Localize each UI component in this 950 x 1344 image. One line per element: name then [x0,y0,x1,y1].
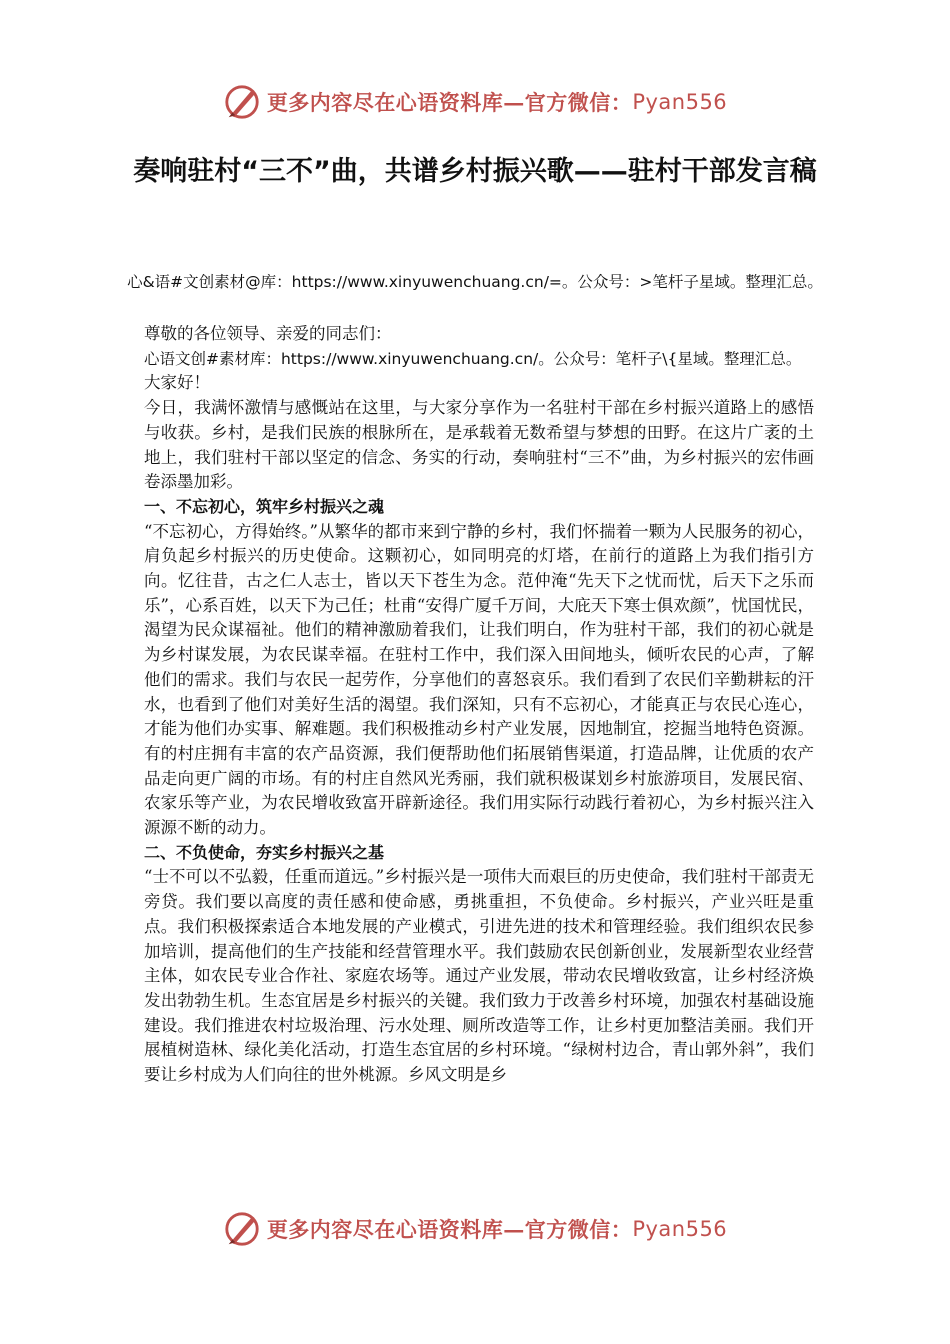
section-paragraph-2: “士不可以不弘毅，任重而道远。”乡村振兴是一项伟大而艰巨的历史使命，我们驻村干部责无旁贷。我们要以高度的责任感和使命感，勇挑重担，不负使命。乡村振兴，产业兴旺是重点。我们积极探索适合本地发展的产业模式，引进先进的技术和管理经验。我们组织农民参加培训，提高他们的生产技能和经营管理水平。我们鼓励农民创新创业，发展新型农业经营主体，如农民专业合作社、家庭农场等。通过产业发展，带动农民增收致富，让乡村经济焕发出勃勃生机。生态宜居是乡村振兴的关键。我们致力于改善乡村环境，加强农村基础设施建设。我们推进农村垃圾治理、污水处理、厕所改造等工作，让乡村更加整洁美丽。我们开展植树造林、绿化美化活动，打造生态宜居的乡村环境。“绿树村边合，青山郭外斜”，我们要让乡村成为人们向往的世外桃源。乡风文明是乡 [144,867,814,1085]
source-note: 心&语#文创素材@库：https://www.xinyuwenchuang.cn/=。公众号：>笔杆子星域。整理汇总。 [127,273,823,291]
banner-text: 更多内容尽在心语资料库—官方微信： [266,90,633,115]
footer-banner [0,1209,950,1249]
intro-paragraph: 今日，我满怀激情与感慨站在这里，与大家分享作为一名驻村干部在乡村振兴道路上的感悟与收获。乡村，是我们民族的根脉所在，是承载着无数希望与梦想的田野。在这片广袤的土地上，我们驻村干部以坚定的信念、务实的行动，奏响驻村“三不”曲，为乡村振兴的宏伟画卷添墨加彩。 [144,398,814,492]
document-title: 奏响驻村“三不”曲，共谱乡村振兴歌——驻村干部发言稿 [133,156,817,187]
banner-text: 更多内容尽在心语资料库—官方微信： [266,1217,633,1242]
section-paragraph-1: “不忘初心，方得始终。”从繁华的都市来到宁静的乡村，我们怀揣着一颗为人民服务的初心，肩负起乡村振兴的历史使命。这颗初心，如同明亮的灯塔，在前行的道路上为我们指引方向。忆往昔，古之仁人志士，皆以天下苍生为念。范仲淹“先天下之忧而忧，后天下之乐而乐”，心系百姓，以天下为己任；杜甫“安得广厦千万间，大庇天下寒士俱欢颜”，忧国忧民，渴望为民众谋福祉。他们的精神激励着我们，让我们明白，作为驻村干部，我们的初心就是为乡村谋发展，为农民谋幸福。在驻村工作中，我们深入田间地头，倾听农民的心声，了解他们的需求。我们与农民一起劳作，分享他们的喜怒哀乐。我们看到了农民们辛勤耕耘的汗水，也看到了他们对美好生活的渴望。我们深知，只有不忘初心，才能真正与农民心连心，才能为他们办实事、解难题。我们积极推动乡村产业发展，因地制宜，挖掘当地特色资源。有的村庄拥有丰富的农产品资源，我们便帮助他们拓展销售渠道，打造品牌，让优质的农产品走向更广阔的市场。有的村庄自然风光秀丽，我们就积极谋划乡村旅游项目，发展民宿、农家乐等产业，为农民增收致富开辟新途径。我们用实际行动践行着初心，为乡村振兴注入源源不断的动力。 [144,521,814,838]
banner-wechat-id: Pyan556 [632,1217,728,1241]
pen-logo-icon [223,83,261,121]
document-body [144,322,814,1088]
source-note-2: 心语文创#素材库：https://www.xinyuwenchuang.cn/。公众号：笔杆子\{星域。整理汇总。 [144,349,802,368]
banner-wechat-id: Pyan556 [632,90,728,114]
hello: 大家好！ [144,373,210,393]
header-banner [0,82,950,122]
greeting: 尊敬的各位领导、亲爱的同志们： [144,324,392,343]
section-heading-2: 二、不负使命，夯实乡村振兴之基 [144,842,385,862]
section-heading-1: 一、不忘初心，筑牢乡村振兴之魂 [144,496,385,516]
pen-logo-icon [223,1210,261,1248]
